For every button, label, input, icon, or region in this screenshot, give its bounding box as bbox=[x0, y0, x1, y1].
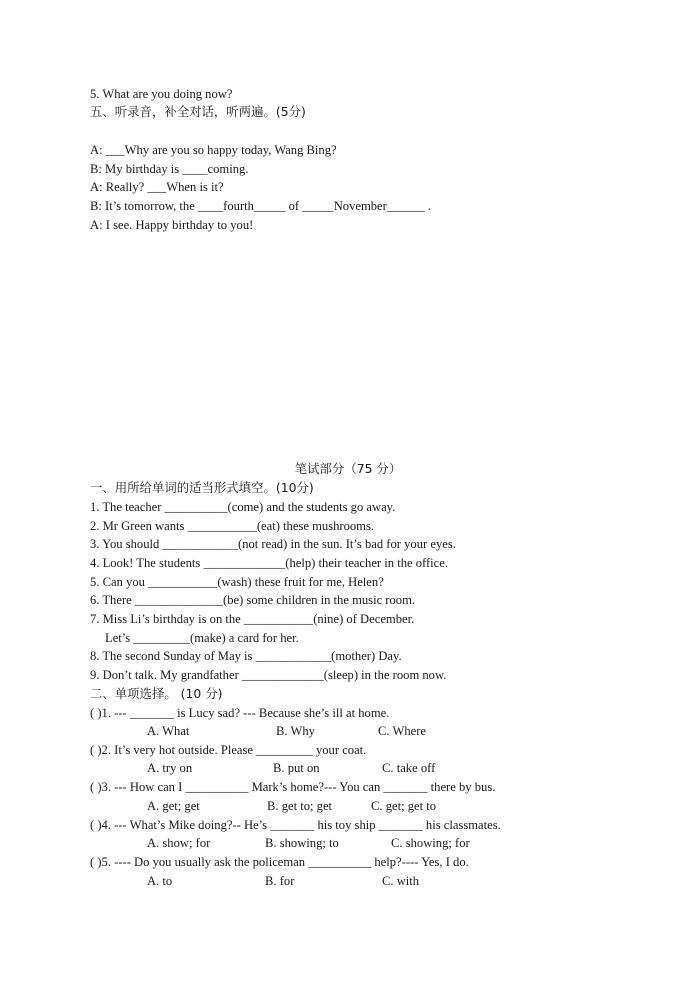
choice-question: ( )3. --- How can I __________ Mark’s home?--- You can _______ there by bus. bbox=[90, 780, 496, 794]
dialogue-line: B: It’s tomorrow, the ____fourth_____ of _____November______ . bbox=[90, 199, 431, 213]
dialogue-line: B: My birthday is ____coming. bbox=[90, 162, 249, 176]
option-b: B. Why bbox=[276, 724, 315, 738]
fill-item: 9. Don’t talk. My grandfather _____________(sleep) in the room now. bbox=[90, 668, 447, 682]
option-b: B. showing; to bbox=[265, 836, 339, 850]
option-c: C. get; get to bbox=[371, 799, 437, 813]
fill-item: 3. You should ____________(not read) in the sun. It’s bad for your eyes. bbox=[90, 537, 456, 551]
fill-item: 1. The teacher __________(come) and the students go away. bbox=[90, 500, 396, 514]
option-c: C. with bbox=[382, 874, 420, 888]
option-b: B. put on bbox=[273, 761, 320, 775]
fill-item: 7. Miss Li’s birthday is on the ___________(nine) of December. bbox=[90, 612, 415, 626]
option-a: A. to bbox=[147, 874, 173, 888]
fill-item: 5. Can you ___________(wash) these fruit for me, Helen? bbox=[90, 575, 384, 589]
section-5-title: 五、听录音，补全对话，听两遍。(5分) bbox=[90, 104, 306, 119]
option-c: C. take off bbox=[382, 761, 436, 775]
choice-question: ( )1. --- _______ is Lucy sad? --- Because she’s ill at home. bbox=[90, 706, 390, 720]
question-5: 5. What are you doing now? bbox=[90, 87, 233, 101]
option-b: B. for bbox=[265, 874, 295, 888]
dialogue-line: A: ___Why are you so happy today, Wang Bing? bbox=[90, 143, 337, 157]
fill-item-continuation: Let’s _________(make) a card for her. bbox=[105, 631, 299, 645]
dialogue-line: A: I see. Happy birthday to you! bbox=[90, 218, 254, 232]
part-2-title: 二、单项选择。 (10 分) bbox=[90, 686, 223, 701]
fill-item: 4. Look! The students _____________(help) their teacher in the office. bbox=[90, 556, 449, 570]
option-a: A. What bbox=[147, 724, 190, 738]
choice-question: ( )2. It’s very hot outside. Please _________ your coat. bbox=[90, 743, 367, 757]
part-1-title: 一、用所给单词的适当形式填空。(10分) bbox=[90, 480, 314, 495]
fill-item: 8. The second Sunday of May is ____________(mother) Day. bbox=[90, 649, 402, 663]
option-a: A. try on bbox=[147, 761, 193, 775]
choice-question: ( )4. --- What’s Mike doing?-- He’s _______ his toy ship _______ his classmates. bbox=[90, 818, 501, 832]
option-a: A. get; get bbox=[147, 799, 200, 813]
choice-question: ( )5. ---- Do you usually ask the policeman __________ help?---- Yes, I do. bbox=[90, 855, 469, 869]
written-section-title: 笔试部分（75 分） bbox=[294, 461, 402, 476]
option-b: B. get to; get bbox=[267, 799, 333, 813]
option-a: A. show; for bbox=[147, 836, 211, 850]
fill-item: 6. There ______________(be) some children in the music room. bbox=[90, 593, 416, 607]
dialogue-line: A: Really? ___When is it? bbox=[90, 180, 224, 194]
option-c: C. Where bbox=[378, 724, 427, 738]
option-c: C. showing; for bbox=[391, 836, 470, 850]
fill-item: 2. Mr Green wants ___________(eat) these mushrooms. bbox=[90, 519, 375, 533]
